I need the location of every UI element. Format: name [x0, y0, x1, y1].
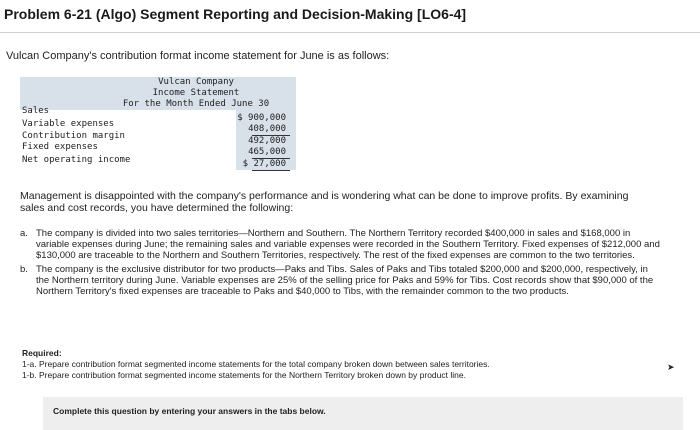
statement-row-label: Net operating income: [22, 155, 131, 165]
statement-period: For the Month Ended June 30: [122, 99, 270, 109]
intro-text: Vulcan Company's contribution format income statement for June is as follows:: [6, 50, 390, 62]
statement-row-label: Contribution margin: [22, 131, 125, 141]
statement-row-label: Variable expenses: [22, 119, 115, 129]
statement-row-label: Fixed expenses: [22, 142, 98, 152]
statement-double-underline: [252, 170, 290, 171]
statement-company: Vulcan Company: [158, 77, 234, 87]
list-item: [20, 264, 660, 297]
income-statement: [20, 77, 296, 170]
required-line: 1-a. Prepare contribution format segmented income statements for the total company broken down between sales territories.: [22, 359, 490, 369]
page-title: Problem 6-21 (Algo) Segment Reporting and Decision-Making [LO6-4]: [4, 6, 467, 22]
list-item-marker: b.: [20, 264, 28, 275]
statement-row-amount: $ 27,000: [242, 159, 286, 169]
list-item-text: The company is the exclusive distributor for two products—Paks and Tibs. Sales of Paks and Tibs totaled $200,000 and $200,000, respectively, in the Northern territory during June. Variable expenses are 25% of the selling price for Paks and 59% for Tibs. Cost records show that $90,000 of the Northern Territory's fixed expenses are traceable to Paks and $40,000 to Tibs, with the remainder common to the two products.: [36, 264, 654, 297]
instruction-box: [43, 397, 683, 430]
statement-row-amount: $ 900,000: [237, 113, 286, 123]
management-paragraph: Management is disappointed with the company's performance and is wondering what can be done to improve profits. By examining sales and cost records, you have determined the following:: [20, 190, 629, 214]
required-section: [22, 348, 642, 381]
list-item: [20, 228, 660, 261]
cursor-arrow-icon: ➤: [667, 362, 675, 372]
list-item-marker: a.: [20, 228, 28, 239]
instruction-text: Complete this question by entering your answers in the tabs below.: [53, 406, 326, 416]
statement-row-amount: 465,000: [248, 147, 286, 157]
statement-name: Income Statement: [152, 88, 240, 98]
facts-list: [20, 228, 660, 300]
statement-row-amount: 492,000: [248, 136, 286, 146]
statement-row-label: Sales: [22, 106, 50, 116]
statement-row-amount: 408,000: [248, 124, 286, 134]
required-heading: Required:: [22, 348, 62, 358]
title-divider: [0, 32, 700, 33]
required-line: 1-b. Prepare contribution format segmented income statements for the Northern Territory broken down by product line.: [22, 370, 466, 380]
list-item-text: The company is divided into two sales territories—Northern and Southern. The Northern Territory recorded $400,000 in sales and $168,000 in variable expenses during June; the remaining sales and variable expenses were recorded in the Southern Territory. Fixed expenses of $212,000 and $130,000 are traceable to the Northern and Southern Territories, respectively. The rest of the fixed expenses are common to the two territories.: [36, 228, 660, 261]
